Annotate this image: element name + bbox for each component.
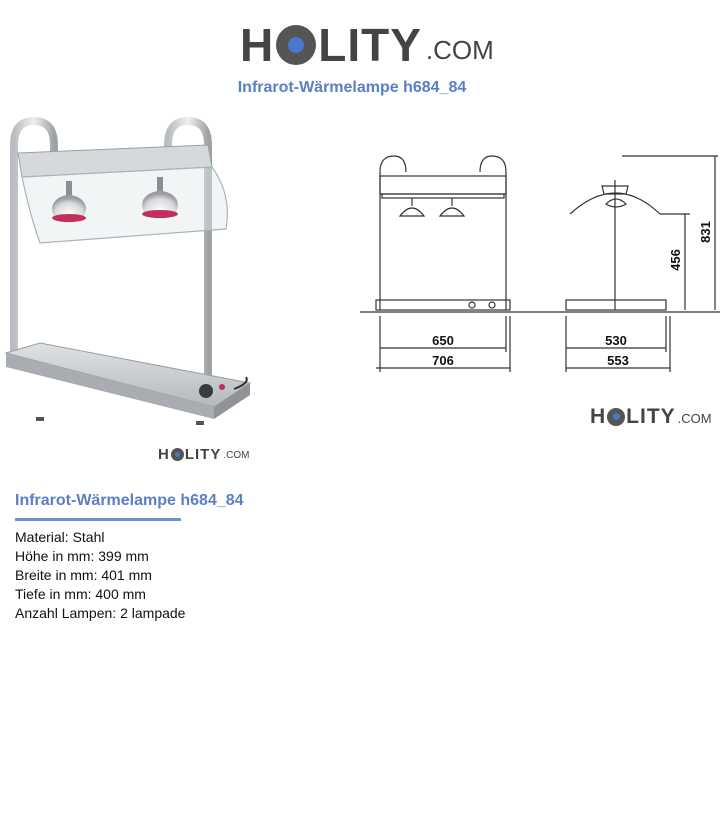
- dim-530: 530: [605, 333, 627, 348]
- dim-553: 553: [607, 353, 629, 368]
- logo-o-icon: [171, 448, 184, 461]
- dim-456: 456: [668, 249, 683, 271]
- front-hood: [380, 176, 506, 194]
- spec-item-width: Breite in mm: 401 mm: [15, 567, 152, 583]
- spec-item-lamps: Anzahl Lampen: 2 lampade: [15, 605, 186, 621]
- section-title: Infrarot-Wärmelampe h684_84: [15, 492, 244, 509]
- dim-650: 650: [432, 333, 454, 348]
- spec-item-height: Höhe in mm: 399 mm: [15, 548, 149, 564]
- spec-list: [15, 528, 185, 623]
- dim-831: 831: [698, 221, 713, 243]
- page-title: Infrarot-Wärmelampe h684_84: [237, 79, 467, 96]
- logo-letter-h: H: [240, 19, 275, 71]
- control-knob-icon: [199, 384, 213, 398]
- dim-706: 706: [432, 353, 454, 368]
- front-base: [376, 300, 510, 310]
- side-base: [566, 300, 666, 310]
- front-left-post: [380, 156, 406, 310]
- spec-item-material: Material: Stahl: [15, 529, 105, 545]
- logo-letters: LITY: [318, 19, 422, 71]
- product-photo: [0, 115, 260, 435]
- front-right-post: [480, 156, 506, 310]
- brand-logo-photo: H LITY .COM: [158, 445, 250, 463]
- brand-logo: [240, 12, 494, 78]
- logo-o-icon: [276, 25, 316, 65]
- spec-item-depth: Tiefe in mm: 400 mm: [15, 586, 146, 602]
- dimension-drawing: [360, 150, 720, 375]
- brand-logo-diagram: H LITY .COM: [590, 404, 712, 428]
- logo-o-icon: [607, 408, 625, 426]
- indicator-light-icon: [219, 384, 225, 390]
- logo-domain: .COM: [425, 35, 494, 65]
- section-underline: [15, 518, 181, 521]
